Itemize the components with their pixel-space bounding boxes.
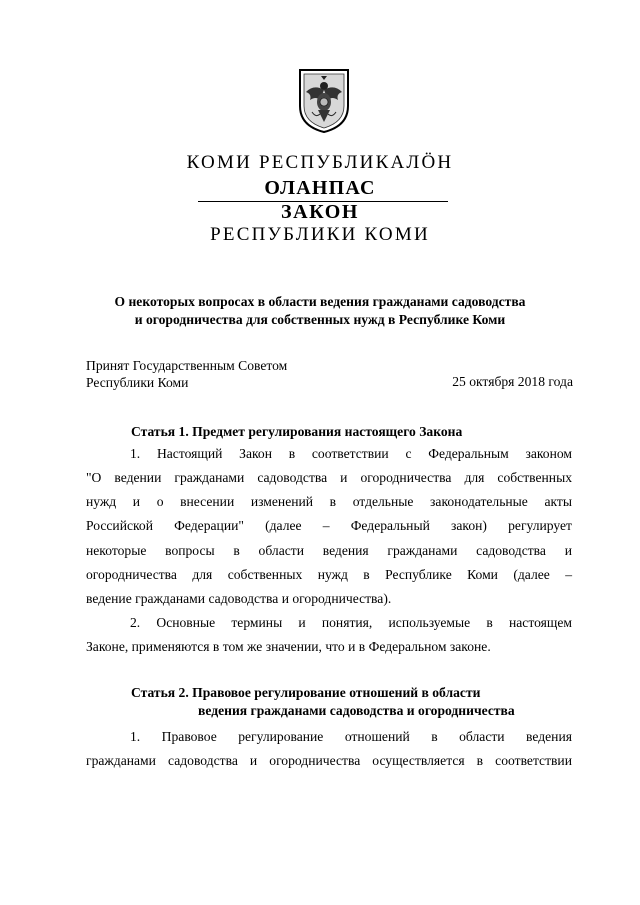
law-title-line: О некоторых вопросах в области ведения гражданами садоводства [114,294,526,309]
paragraph-line: огородничества для собственных нужд в Республике Коми (далее – [86,567,572,582]
paragraph-line: 2. Основные термины и понятия, используемые в настоящем [130,615,572,630]
adoption-line: Принят Государственным Советом [86,358,288,373]
paragraph-line: Российской Федерации" (далее – Федеральный закон) регулирует [86,518,572,533]
paragraph-line: 1. Правовое регулирование отношений в области ведения [130,729,572,744]
law-title-line: и огородничества для собственных нужд в Республике Коми [134,312,506,327]
paragraph-line: нужд и о внесении изменений в отдельные законодательные акты [86,494,572,509]
paragraph-line: 1. Настоящий Закон в соответствии с Федеральным законом [130,446,572,461]
article-2-heading: ведения гражданами садоводства и огородничества [198,703,515,718]
adoption-line: Республики Коми [86,375,189,390]
komi-coat-of-arms-icon [296,66,352,134]
paragraph-line: ведение гражданами садоводства и огородничества). [86,591,392,606]
article-1-heading: Статья 1. Предмет регулирования настоящего Закона [131,424,463,439]
adoption-statement [86,357,287,391]
paragraph-line: некоторые вопросы в области ведения гражданами садоводства и [86,543,572,558]
paragraph-line: гражданами садоводства и огородничества осуществляется в соответствии [86,753,572,768]
paragraph-line: Законе, применяются в том же значении, что и в Федеральном законе. [86,639,491,654]
respubliki-komi-heading: РЕСПУБЛИКИ КОМИ [210,224,430,245]
adoption-date: 25 октября 2018 года [452,374,573,389]
komi-title-heading: КОМИ РЕСПУБЛИКАЛӦН [186,152,454,173]
olanpas-heading: ОЛАНПАС [264,177,376,199]
article-2-heading: Статья 2. Правовое регулирование отношений в области [131,685,481,700]
paragraph-line: "О ведении гражданами садоводства и огородничества для собственных [86,470,572,485]
zakon-heading: ЗАКОН [280,201,360,223]
